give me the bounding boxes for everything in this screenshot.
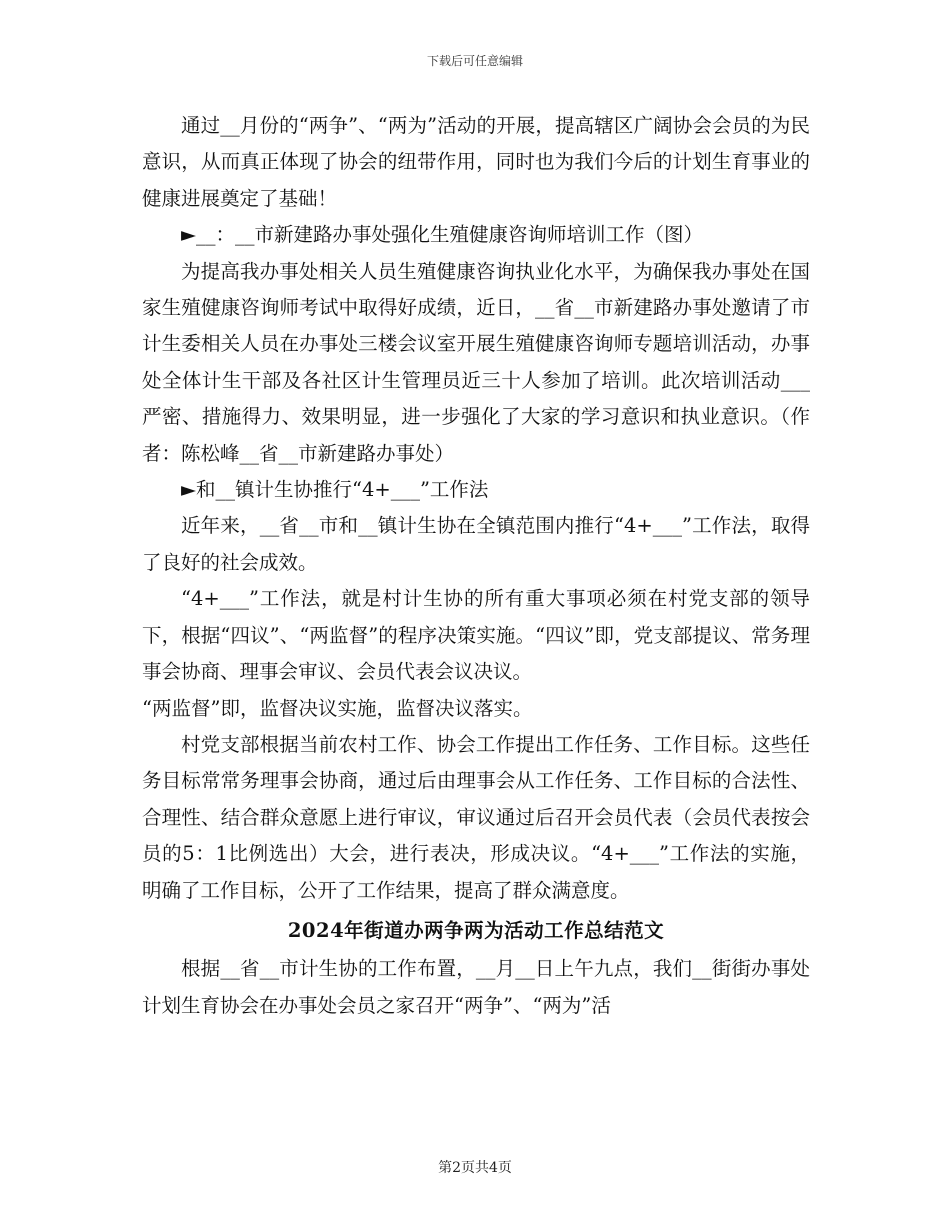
news-item-title-training: ►__：__市新建路办事处强化生殖健康咨询师培训工作（图） bbox=[181, 223, 703, 247]
paragraph-work-method-process: 村党支部根据当前农村工作、协会工作提出工作任务、工作目标。这些任务目标常常务理事会协商，通过后由理事会从工作任务、工作目标的合法性、合理性、结合群众意愿上进行审议，审议通过后召开会员代表（会员代表按会员的5：1比例选出）大会，进行表决，形成决议。“4+___”工作法的实施，明确了工作目标，公开了工作结果，提高了群众满意度。 bbox=[142, 732, 810, 902]
paragraph-work-method-intro: 近年来，__省__市和__镇计生协在全镇范围内推行“4+___”工作法，取得了良好的社会成效。 bbox=[142, 514, 810, 574]
section-title: 2024年街道办两争两为活动工作总结范文 bbox=[287, 918, 665, 942]
paragraph-intro-conclusion: 通过__月份的“两争”、“两为”活动的开展，提高辖区广阔协会会员的为民意识，从而真正体现了协会的纽带作用，同时也为我们今后的计划生育事业的健康进展奠定了基础！ bbox=[142, 114, 810, 210]
paragraph-training-body: 为提高我办事处相关人员生殖健康咨询执业化水平，为确保我办事处在国家生殖健康咨询师考试中取得好成绩，近日，__省__市新建路办事处邀请了市计生委相关人员在办事处三楼会议室开展生殖健康咨询师专题培训活动，办事处全体计生干部及各社区计生管理员近三十人参加了培训。此次培训活动___严密、措施得力、效果明显，进一步强化了大家的学习意识和执业意识。（作者：陈松峰__省__市新建路办事处） bbox=[142, 259, 810, 465]
news-item-title-work-method: ►和__镇计生协推行“4+___”工作法 bbox=[181, 478, 489, 502]
document-body bbox=[142, 108, 810, 1024]
page-footer-page-number: 第2页共4页 bbox=[438, 1160, 512, 1176]
paragraph-two-supervision: “两监督”即，监督决议实施，监督决议落实。 bbox=[142, 696, 533, 720]
paragraph-work-method-definition: “4+___”工作法，就是村计生协的所有重大事项必须在村党支部的领导下，根据“四议”、“两监督”的程序决策实施。“四议”即，党支部提议、常务理事会协商、理事会审议、会员代表会议决议。 bbox=[142, 587, 810, 684]
paragraph-section-opening: 根据__省__市计生协的工作布置，__月__日上午九点，我们__街街办事处计划生育协会在办事处会员之家召开“两争”、“两为”活 bbox=[142, 957, 810, 1017]
page-header: 下载后可任意编辑 bbox=[426, 54, 523, 68]
